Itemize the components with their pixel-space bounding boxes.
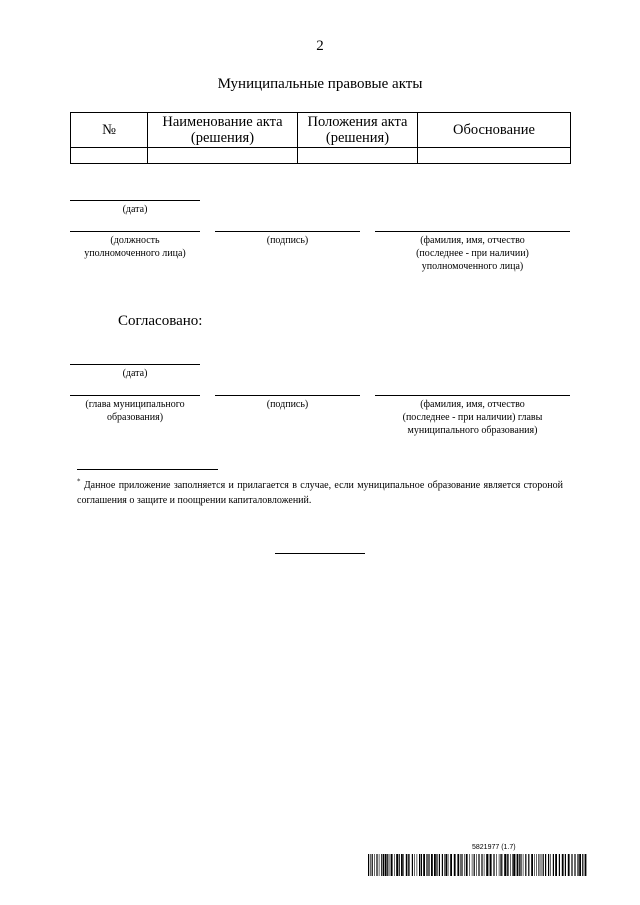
full-name-line [375,395,570,396]
barcode-number: 5821977 (1.7) [472,844,516,851]
footnote [77,478,563,508]
head-caption-line2: образования) [106,412,164,423]
footnote-separator [77,469,218,470]
signature-caption: (подпись) [266,399,309,410]
date-line [70,200,200,201]
table-cell [298,148,418,164]
barcode [368,854,588,876]
head-line [70,395,200,396]
footnote-marker: * [77,477,81,486]
legal-acts-table [70,112,571,164]
head-caption-line1: (глава муниципального [85,399,185,410]
header-basis: Обоснование [418,113,571,148]
end-of-document-rule [275,553,365,554]
full-name-caption-line3: уполномоченного лица) [421,261,524,272]
position-caption-line2: уполномоченного лица) [84,248,186,259]
header-act-name [148,113,298,148]
agreed-label: Согласовано: [118,313,203,329]
full-name-caption-line2: (последнее - при наличии) главы [402,412,543,423]
section-title: Муниципальные правовые акты [217,76,423,92]
signature-caption: (подпись) [266,235,309,246]
header-act-name-line1: Наименование акта [162,114,283,130]
date-caption: (дата) [122,204,148,215]
table-header-row [71,113,571,148]
header-act-name-line2: (решения) [190,130,255,146]
full-name-caption [375,234,570,273]
date-line [70,364,200,365]
full-name-caption [375,398,570,437]
header-number: № [71,113,148,148]
full-name-caption-line2: (последнее - при наличии) [416,248,529,259]
position-caption-line1: (должность [110,235,160,246]
table-cell [71,148,148,164]
header-act-provisions-line1: Положения акта [307,114,408,130]
table-row [71,148,571,164]
position-line [70,231,200,232]
full-name-caption-line3: муниципального образования) [407,425,538,436]
full-name-caption-line1: (фамилия, имя, отчество [420,399,525,410]
footnote-text: Данное приложение заполняется и прилагается в случае, если муниципальное образование является стороной соглашения о защите и поощрении капиталовложений. [77,480,564,506]
header-act-provisions-line2: (решения) [325,130,390,146]
head-caption [60,398,210,424]
full-name-caption-line1: (фамилия, имя, отчество [420,235,525,246]
full-name-line [375,231,570,232]
position-caption [60,234,210,260]
page-number: 2 [316,38,324,54]
date-caption: (дата) [122,368,148,379]
table-cell [148,148,298,164]
table-cell [418,148,571,164]
header-act-provisions [298,113,418,148]
signature-line [215,231,360,232]
signature-line [215,395,360,396]
